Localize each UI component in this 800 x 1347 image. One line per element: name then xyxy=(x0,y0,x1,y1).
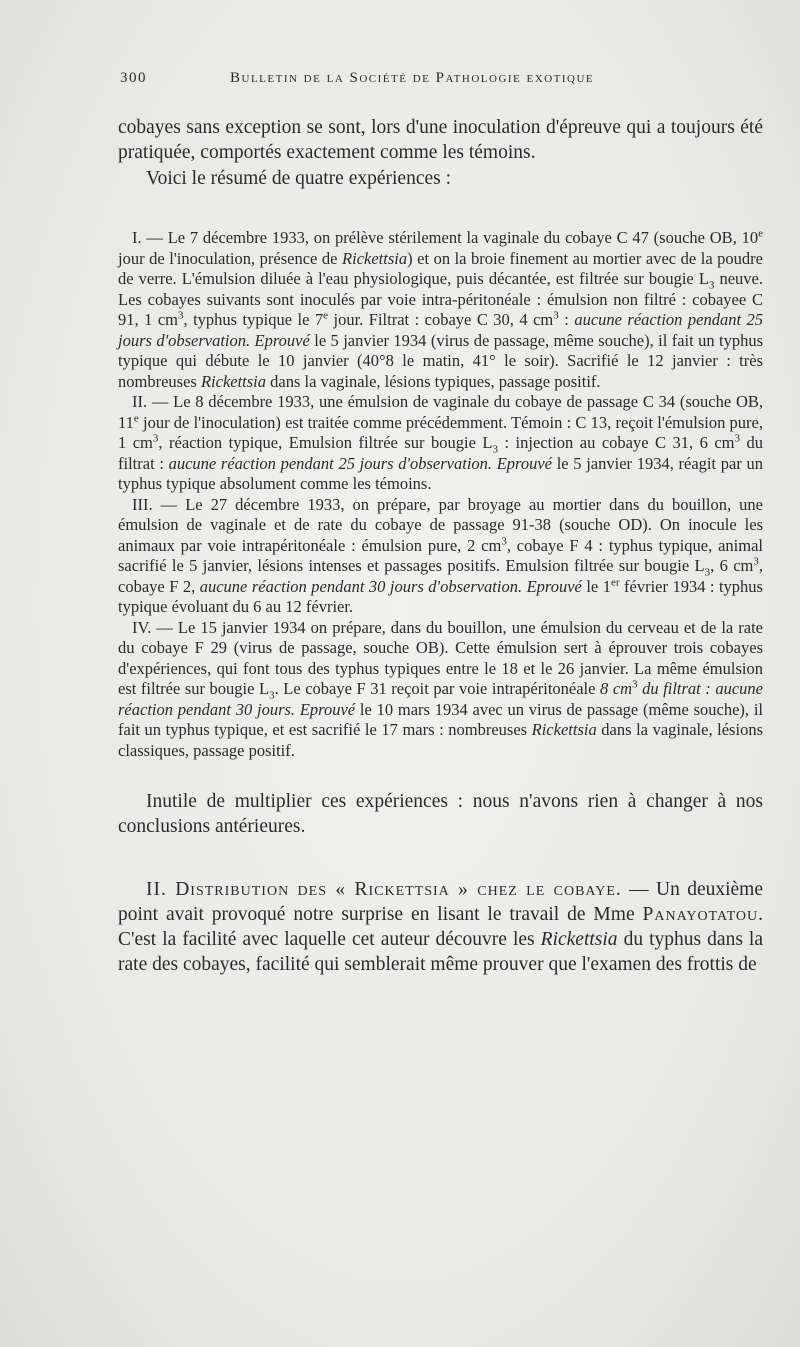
intro-summary-line: Voici le résumé de quatre expériences : xyxy=(146,168,452,189)
section-2-heading: II. Distribution des « Rickettsia » chez le cobaye. xyxy=(146,879,622,900)
experiment-3: III. — Le 27 décembre 1933, on prépare, par broyage au mortier dans du bouillon, une émulsion de vaginale et de rate du cobaye de passage 91-38 (souche OD). On inocule les animaux par voie intrapéritonéale : émulsion pure, 2 $cm^3$, cobaye F 4 : typhus typique, animal sacrifié le 5 janvier, lésions intenses et passages positifs. Emulsion filtrée sur bougie $L_3$, 6 $cm^3$, cobaye F 2, aucune réaction pendant 30 jours d'observation. Eprouvé le 1er février 1934 : typhus typique évoluant du 6 au 12 février. xyxy=(118,494,763,616)
conclusion-paragraph: Inutile de multiplier ces expériences : nous n'avons rien à changer à nos conclusions antérieures. xyxy=(118,791,763,837)
section-2-paragraph: II. Distribution des « Rickettsia » chez le cobaye. — Un deuxième point avait provoqué notre surprise en lisant le travail de Mme Panayotatou. C'est la facilité avec laquelle cet auteur découvre les Rickettsia du typhus dans la rate des cobayes, facilité qui semblerait même prouver que l'examen des frottis de xyxy=(118,879,764,975)
experiment-2: II. — Le 8 décembre 1933, une émulsion de vaginale du cobaye de passage C 34 (souche OB, 11e jour de l'inoculation) est traitée comme précédemment. Témoin : C 13, reçoit l'émulsion pure, 1 $cm^3$, réaction typique, Emulsion filtrée sur bougie $L_3$ : injection au cobaye C 31, 6 $cm^3$ du filtrat : aucune réaction pendant 25 jours d'observation. Eprouvé le 5 janvier 1934, réagit par un typhus typique absolument comme les témoins. xyxy=(118,392,764,493)
author-name: Panayotatou xyxy=(642,904,759,925)
page-number: 300 xyxy=(120,70,147,86)
intro-paragraph: cobayes sans exception se sont, lors d'une inoculation d'épreuve qui a toujours été pratiquée, comportés exactement comme les témoins. xyxy=(118,117,763,163)
running-title: Bulletin de la Société de Pathologie exotique xyxy=(230,70,595,86)
experiment-4: IV. — Le 15 janvier 1934 on prépare, dans du bouillon, une émulsion du cerveau et de la rate du cobaye F 29 (virus de passage, souche OB). Cette émulsion sert à éprouver trois cobayes d'expériences, qui font tous des typhus typiques entre le 18 et le 26 janvier. La même émulsion est filtrée sur bougie $L_3$. Le cobaye F 31 reçoit par voie intrapéritonéale 8 $cm^3$ du filtrat : aucune réaction pendant 30 jours. Eprouvé le 10 mars 1934 avec un virus de passage (même souche), il fait un typhus typique, et est sacrifié le 17 mars : nombreuses Rickettsia dans la vaginale, lésions classiques, passage positif. xyxy=(118,617,763,760)
experiment-1: I. — Le 7 décembre 1933, on prélève stérilement la vaginale du cobaye C 47 (souche OB, 10e jour de l'inoculation, présence de Rickettsia) et on la broie finement au mortier avec de la poudre de verre. L'émulsion diluée à l'eau physiologique, puis décantée, est filtrée sur bougie $L_3$ neuve. Les cobayes suivants sont inoculés par voie intra-péritonéale : émulsion non filtré : cobayee C 91, 1 $cm^3$, typhus typique le 7e jour. Filtrat : cobaye C 30, 4 $cm^3$ : aucune réaction pendant 25 jours d'observation. Eprouvé le 5 janvier 1934 (virus de passage, même souche), il fait un typhus typique qui débute le 10 janvier (40°8 le matin, 41° le soir). Sacrifié le 12 janvier : très nombreuses Rickettsia dans la vaginale, lésions typiques, passage positif. xyxy=(118,227,764,391)
page-body xyxy=(118,115,763,977)
